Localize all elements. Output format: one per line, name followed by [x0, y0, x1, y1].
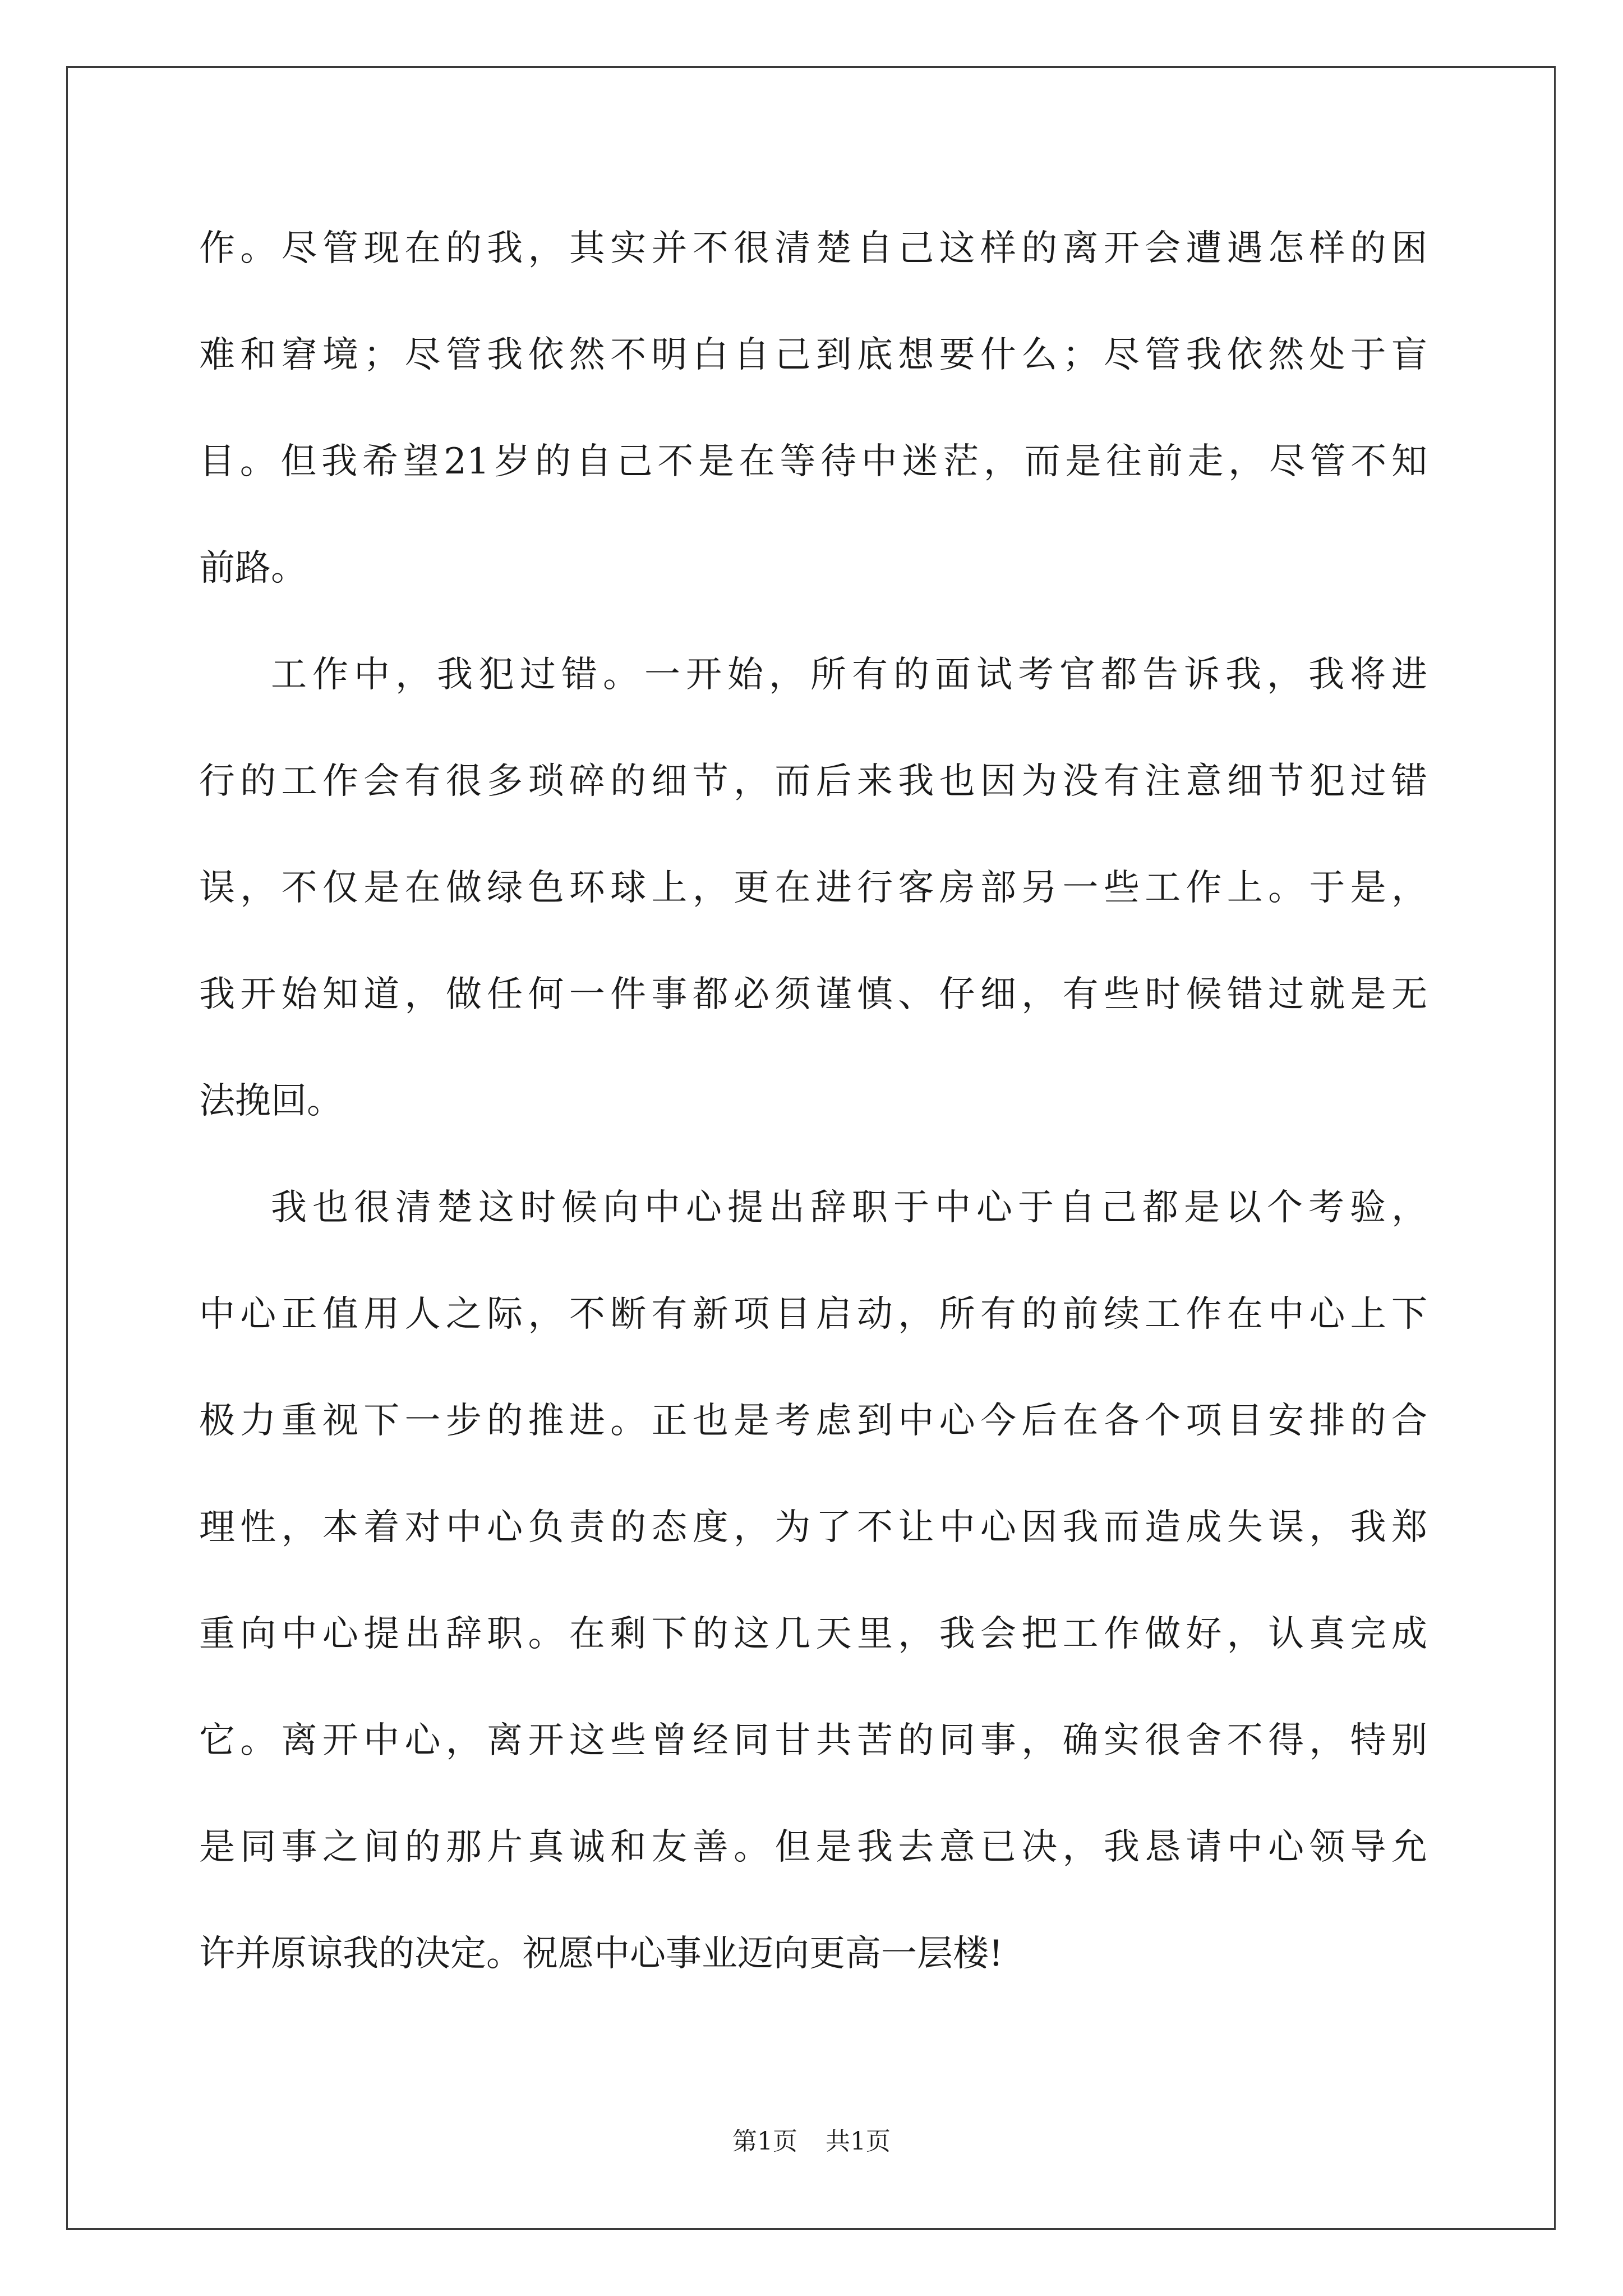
body-line: 我也很清楚这时候向中心提出辞职于中心于自己都是以个考验， [271, 1187, 1427, 1228]
body-line: 前路。 [199, 547, 307, 589]
body-line: 许并原谅我的决定。祝愿中心事业迈向更高一层楼! [199, 1933, 1003, 1975]
page-number: 第1页 [732, 2127, 797, 2156]
body-line: 是同事之间的那片真诚和友善。但是我去意已决，我恳请中心领导允 [199, 1826, 1427, 1868]
body-line: 理性，本着对中心负责的态度，为了不让中心因我而造成失误，我郑 [199, 1507, 1427, 1548]
body-line: 极力重视下一步的推进。正也是考虑到中心今后在各个项目安排的合 [199, 1400, 1427, 1442]
document-body [199, 218, 1427, 2030]
body-line: 中心正值用人之际，不断有新项目启动，所有的前续工作在中心上下 [199, 1294, 1427, 1335]
body-line: 法挽回。 [199, 1080, 343, 1122]
body-line: 作。尽管现在的我，其实并不很清楚自己这样的离开会遭遇怎样的困 [199, 228, 1427, 269]
body-line: 工作中，我犯过错。一开始，所有的面试考官都告诉我，我将进 [271, 654, 1427, 696]
page-footer [0, 2125, 1623, 2159]
page-count: 共1页 [826, 2127, 891, 2156]
body-line: 难和窘境；尽管我依然不明白自己到底想要什么；尽管我依然处于盲 [199, 334, 1427, 376]
body-line: 重向中心提出辞职。在剩下的这几天里，我会把工作做好，认真完成 [199, 1613, 1427, 1655]
body-line: 目。但我希望21岁的自己不是在等待中迷茫，而是往前走，尽管不知 [199, 441, 1427, 482]
body-line: 我开始知道，做任何一件事都必须谨慎、仔细，有些时候错过就是无 [199, 974, 1427, 1015]
body-line: 行的工作会有很多琐碎的细节，而后来我也因为没有注意细节犯过错 [199, 761, 1427, 802]
body-line: 误，不仅是在做绿色环球上，更在进行客房部另一些工作上。于是， [199, 867, 1427, 909]
body-line: 它。离开中心，离开这些曾经同甘共苦的同事，确实很舍不得，特别 [199, 1720, 1427, 1761]
